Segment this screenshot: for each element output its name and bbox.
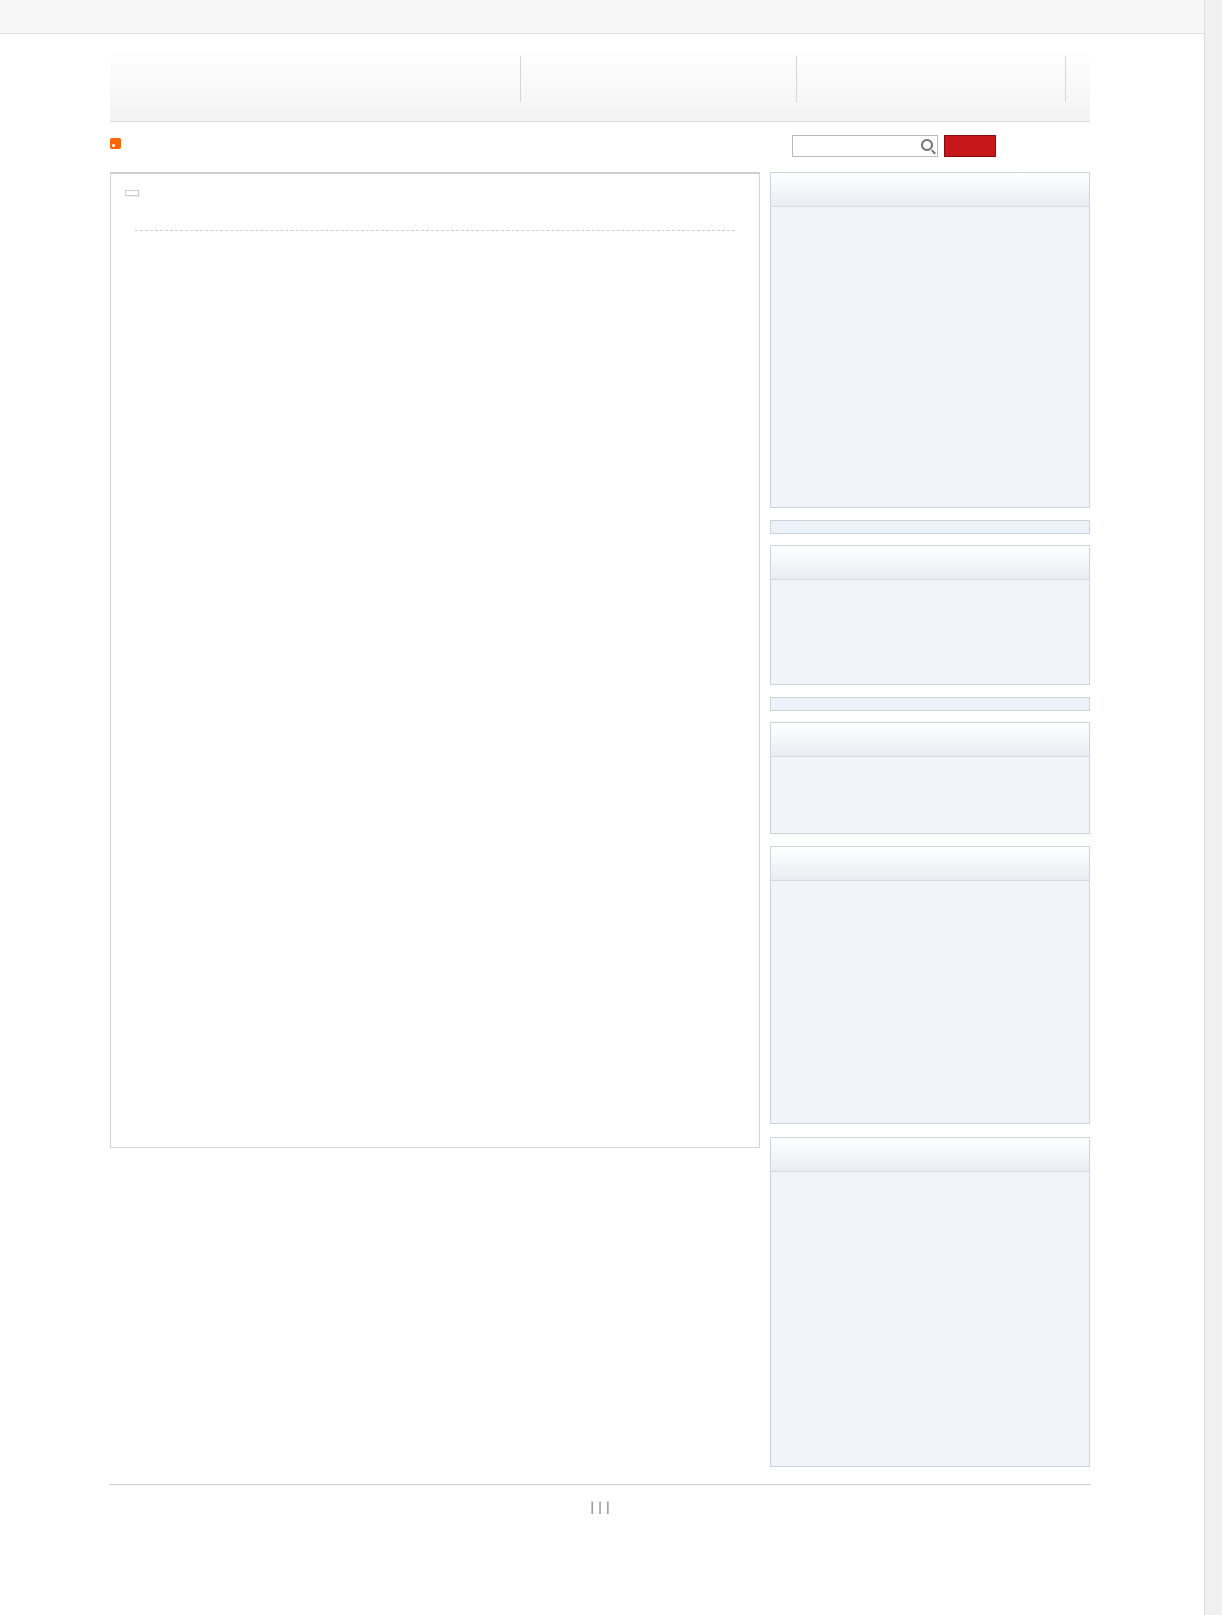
top-bar (0, 0, 1204, 34)
panel-title (771, 1138, 1089, 1172)
footer-stats: | | | (590, 1500, 610, 1514)
ranking-panel (770, 1137, 1090, 1467)
genban-watermark (992, 1548, 1204, 1610)
nav-divider (1065, 56, 1066, 102)
search-button[interactable] (944, 135, 996, 157)
nav-divider (796, 56, 797, 102)
panel-title (771, 546, 1089, 580)
site-logo[interactable] (114, 52, 262, 112)
search-bar (790, 135, 996, 157)
news-list-panel (110, 172, 760, 1148)
nav-divider (520, 56, 521, 102)
latest-news-panel (770, 172, 1090, 508)
panel-title (771, 847, 1089, 881)
panel-spacer (770, 520, 1090, 534)
site-header (110, 48, 1090, 122)
panel-spacer (770, 697, 1090, 711)
search-input[interactable] (793, 136, 913, 156)
footer (110, 1484, 1090, 1521)
divider (135, 230, 735, 231)
breadcrumb (110, 138, 125, 149)
recommend-panel (770, 545, 1090, 685)
rss-icon (110, 138, 121, 149)
search-box[interactable] (792, 135, 938, 157)
list-title (125, 190, 139, 196)
industry-news-panel (770, 846, 1090, 1124)
search-icon[interactable] (921, 139, 933, 151)
panel-title (771, 173, 1089, 207)
company-panel (770, 722, 1090, 834)
panel-title (771, 723, 1089, 757)
vertical-scrollbar[interactable] (1204, 0, 1222, 1615)
